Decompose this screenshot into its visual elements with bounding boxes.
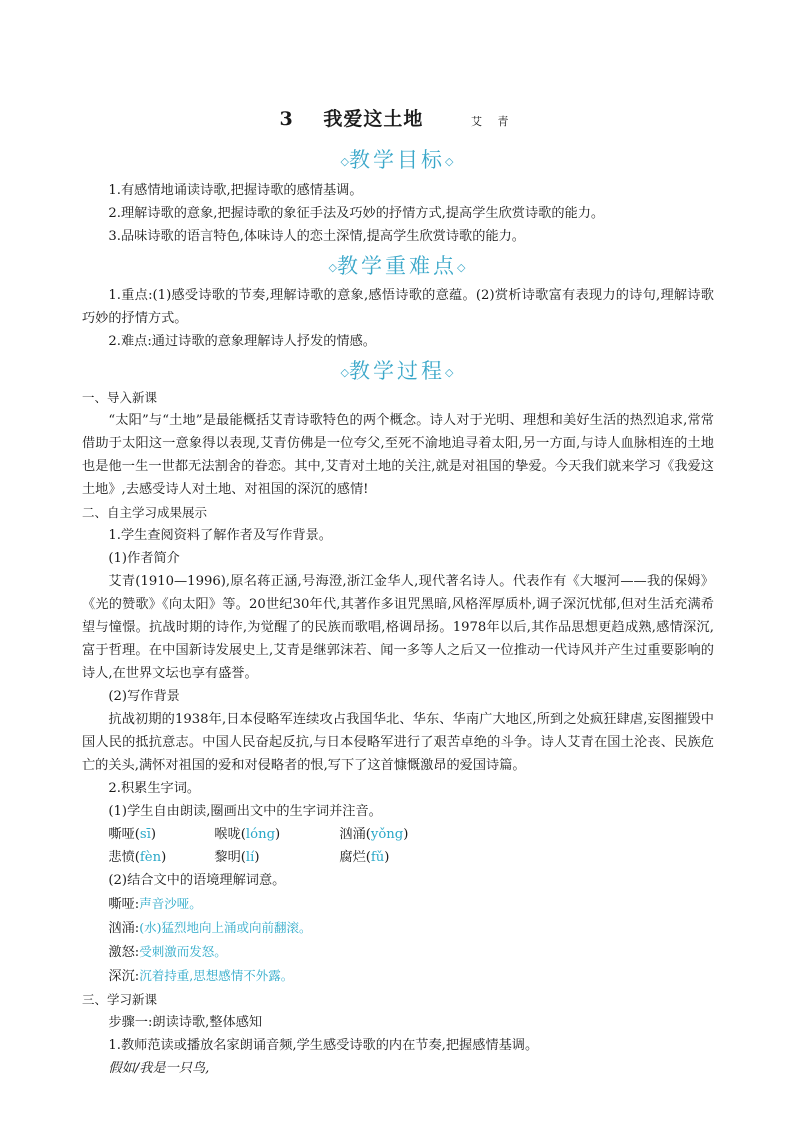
lesson-number: 3 xyxy=(279,108,294,130)
author-name: 艾 青 xyxy=(471,115,515,128)
vocab-row xyxy=(82,823,714,846)
definition-item: 深沉:沉着持重,思想感情不外露。 xyxy=(108,968,294,984)
definition-item: 汹涌:(水)猛烈地向上涌或向前翻滚。 xyxy=(108,920,312,936)
part2-title: 二、自主学习成果展示 xyxy=(82,505,208,520)
process-content xyxy=(82,386,714,1080)
vocab-item: 悲愤(fèn) xyxy=(108,850,167,865)
keypoint-item: 2.难点:通过诗歌的意象理解诗人抒发的情感。 xyxy=(108,334,376,349)
section-heading-process: ◇教学过程◇ xyxy=(340,359,454,383)
vocab-item: 黎明(lí) xyxy=(214,850,260,865)
section-heading-keypoints: ◇教学重难点◇ xyxy=(328,254,466,278)
step2-1-text: (1)学生自由朗读,圈画出文中的生字词并注音。 xyxy=(108,804,382,819)
background-title: (2)写作背景 xyxy=(108,689,180,704)
vocab-item: 喉咙(lóng) xyxy=(214,827,281,842)
part1-text: “太阳”与“土地”是最能概括艾青诗歌特色的两个概念。诗人对于光明、理想和美好生活的热烈追求,常常借助于太阳这一意象得以表现,艾青仿佛是一位夸父,至死不渝地追寻着太阳,另一方面,与诗人血脉相连的土地也是他一生一世都无法割舍的眷恋。其中,艾青对土地的关注,就是对祖国的挚爱。今天我们就来学习《我爱这土地》,去感受诗人对土地、对祖国的深沉的感情! xyxy=(82,413,714,497)
keypoints-list xyxy=(82,284,714,353)
definition-item: 激怒:受刺激而发怒。 xyxy=(108,944,227,960)
diamond-icon: ◇ xyxy=(445,366,454,379)
step-a1-text: 1.教师范读或播放名家朗诵音频,学生感受诗歌的内在节奏,把握感情基调。 xyxy=(108,1038,539,1053)
goal-item: 1.有感情地诵读诗歌,把握诗歌的感情基调。 xyxy=(108,183,363,198)
author-intro-title: (1)作者简介 xyxy=(108,551,180,566)
vocab-item: 腐烂(fǔ) xyxy=(339,850,390,865)
keypoint-item: 1.重点:(1)感受诗歌的节奏,理解诗歌的意象,感悟诗歌的意蕴。(2)赏析诗歌富有表现力的诗句,理解诗歌巧妙的抒情方式。 xyxy=(82,288,714,326)
background-text: 抗战初期的1938年,日本侵略军连续攻占我国华北、华东、华南广大地区,所到之处疯狂肆虐,妄图摧毁中国人民的抵抗意志。中国人民奋起反抗,与日本侵略军进行了艰苦卓绝的斗争。诗人艾青在国土沦丧、民族危亡的关头,满怀对祖国的爱和对侵略者的恨,写下了这首慷慨激昂的爱国诗篇。 xyxy=(82,712,714,773)
definition-item: 嘶哑:声音沙哑。 xyxy=(108,896,202,912)
poem-line: 假如/我是一只鸟, xyxy=(108,1061,210,1076)
vocab-item: 嘶哑(sī) xyxy=(108,827,157,842)
diamond-icon: ◇ xyxy=(340,366,349,379)
step2-text: 2.积累生字词。 xyxy=(108,781,201,796)
step1-text: 1.学生查阅资料了解作者及写作背景。 xyxy=(108,528,332,543)
author-intro-text: 艾青(1910—1996),原名蒋正涵,号海澄,浙江金华人,现代著名诗人。代表作有《大堰河——我的保姆》《光的赞歌》《向太阳》等。20世纪30年代,其著作多诅咒黑暗,风格浑厚质朴,调子深沉忧郁,但对生活充满希望与憧憬。抗战时期的诗作,为觉醒了的民族而歌唱,格调昂扬。1978年以后,其作品思想更趋成熟,感情深沉,富于哲理。在中国新诗发展史上,艾青是继郭沫若、闻一多等人之后又一位推动一代诗风并产生过重要影响的诗人,在世界文坛也享有盛誉。 xyxy=(82,574,714,681)
vocab-row xyxy=(82,846,714,869)
lesson-title xyxy=(0,104,794,131)
vocab-item: 汹涌(yǒng) xyxy=(339,827,409,842)
diamond-icon: ◇ xyxy=(328,261,337,274)
goal-item: 2.理解诗歌的意象,把握诗歌的象征手法及巧妙的抒情方式,提高学生欣赏诗歌的能力。 xyxy=(108,206,605,221)
diamond-icon: ◇ xyxy=(445,155,454,168)
goal-item: 3.品味诗歌的语言特色,体味诗人的恋土深情,提高学生欣赏诗歌的能力。 xyxy=(108,229,525,244)
step-a-title: 步骤一:朗读诗歌,整体感知 xyxy=(108,1015,263,1030)
goals-list xyxy=(82,179,714,248)
diamond-icon: ◇ xyxy=(340,155,349,168)
diamond-icon: ◇ xyxy=(457,261,466,274)
part1-title: 一、导入新课 xyxy=(82,390,158,405)
part3-title: 三、学习新课 xyxy=(82,992,158,1007)
step2-2-text: (2)结合文中的语境理解词意。 xyxy=(108,873,286,888)
section-heading-goals: ◇教学目标◇ xyxy=(340,148,454,172)
lesson-title-text: 我爱这土地 xyxy=(323,108,424,130)
